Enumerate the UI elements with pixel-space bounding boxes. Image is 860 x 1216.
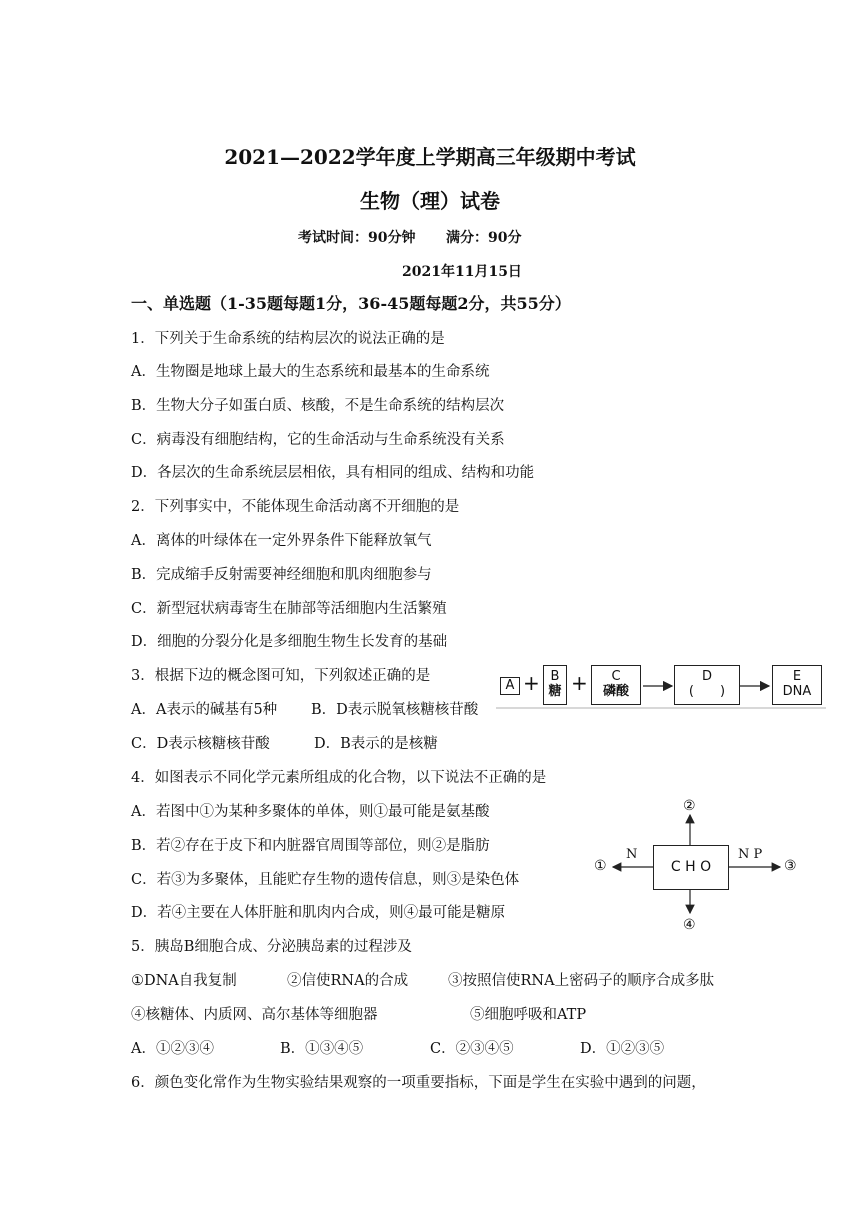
q5-item-5: ⑤细胞呼吸和ATP: [470, 1007, 587, 1023]
q3-option-a: A．A表示的碱基有5种: [131, 702, 278, 718]
q1-option-d: D．各层次的生命系统层层相依，具有相同的组成、结构和功能: [131, 465, 535, 481]
q2-option-a: A．离体的叶绿体在一定外界条件下能释放氧气: [131, 533, 432, 549]
q6-stem: 6．颜色变化常作为生物实验结果观察的一项重要指标，下面是学生在实验中遇到的问题，: [131, 1075, 706, 1091]
q5-option-a: A．①②③④: [131, 1041, 214, 1057]
exam-title: 2021—2022学年度上学期高三年级期中考试: [224, 145, 636, 169]
circle-3: ③: [784, 858, 797, 874]
label-np: N P: [738, 847, 763, 862]
q4-stem: 4．如图表示不同化学元素所组成的化合物，以下说法不正确的是: [131, 770, 547, 786]
q4-option-c: C．若③为多聚体，且能贮存生物的遗传信息，则③是染色体: [131, 872, 520, 888]
q4-option-a: A．若图中①为某种多聚体的单体，则①最可能是氨基酸: [131, 804, 490, 820]
q3-option-c: C．D表示核糖核苷酸: [131, 736, 270, 752]
exam-date: 2021年11月15日: [402, 264, 522, 280]
q3-option-b: B．D表示脱氧核糖核苷酸: [311, 702, 479, 718]
box-b-label: 糖: [548, 684, 562, 699]
q5-item-4: ④核糖体、内质网、高尔基体等细胞器: [131, 1007, 378, 1023]
q5-item-3: ③按照信使RNA上密码子的顺序合成多肽: [448, 973, 715, 989]
q5-item-2: ②信使RNA的合成: [287, 973, 409, 989]
q4-element-diagram: [590, 795, 810, 935]
cho-box: C H O: [653, 845, 729, 890]
exam-subject: 生物（理）试卷: [360, 189, 500, 213]
label-n: N: [626, 847, 638, 862]
box-e-label: DNA: [782, 684, 812, 699]
circle-1: ①: [594, 858, 607, 874]
exam-score: 满分：90分: [446, 230, 522, 246]
plus-sign: +: [571, 671, 588, 695]
q2-option-d: D．细胞的分裂分化是多细胞生物生长发育的基础: [131, 634, 448, 650]
q3-option-d: D．B表示的是核糖: [314, 736, 438, 752]
box-b-letter: B: [550, 669, 560, 684]
q4-option-d: D．若④主要在人体肝脏和肌肉内合成，则④最可能是糖原: [131, 905, 506, 921]
diagram-box-e: [772, 665, 822, 705]
q3-stem: 3．根据下边的概念图可知，下列叙述正确的是: [131, 668, 431, 684]
q3-concept-diagram: [496, 664, 830, 714]
circle-4: ④: [683, 917, 696, 933]
box-c-letter: C: [611, 669, 621, 684]
diagram-box-c: [591, 665, 641, 705]
section-heading: 一、单选题（1-35题每题1分，36-45题每题2分，共55分）: [131, 294, 571, 313]
diagram-box-a: A: [500, 677, 520, 695]
diagram-box-d: [674, 665, 740, 705]
circle-2: ②: [683, 798, 696, 814]
q5-item-1: ①DNA自我复制: [131, 973, 237, 989]
q5-stem: 5．胰岛B细胞合成、分泌胰岛素的过程涉及: [131, 939, 412, 955]
box-d-letter: D: [701, 669, 712, 684]
plus-sign: +: [523, 671, 540, 695]
q1-option-a: A．生物圈是地球上最大的生态系统和最基本的生命系统: [131, 364, 490, 380]
diagram-box-b: [543, 665, 567, 705]
q5-option-d: D．①②③⑤: [580, 1041, 665, 1057]
q2-stem: 2．下列事实中，不能体现生命活动离不开细胞的是: [131, 499, 460, 515]
q5-option-b: B．①③④⑤: [280, 1041, 364, 1057]
box-c-label: 磷酸: [602, 684, 629, 699]
q5-option-c: C．②③④⑤: [430, 1041, 514, 1057]
exam-time: 考试时间：90分钟: [298, 230, 416, 246]
q1-option-b: B．生物大分子如蛋白质、核酸，不是生命系统的结构层次: [131, 398, 505, 414]
box-e-letter: E: [792, 669, 802, 684]
q4-option-b: B．若②存在于皮下和内脏器官周围等部位，则②是脂肪: [131, 838, 490, 854]
q2-option-b: B．完成缩手反射需要神经细胞和肌肉细胞参与: [131, 567, 432, 583]
q2-option-c: C．新型冠状病毒寄生在肺部等活细胞内生活繁殖: [131, 601, 447, 617]
q1-stem: 1．下列关于生命系统的结构层次的说法正确的是: [131, 331, 445, 347]
box-d-blank: ( ): [688, 684, 726, 699]
q1-option-c: C．病毒没有细胞结构，它的生命活动与生命系统没有关系: [131, 432, 505, 448]
